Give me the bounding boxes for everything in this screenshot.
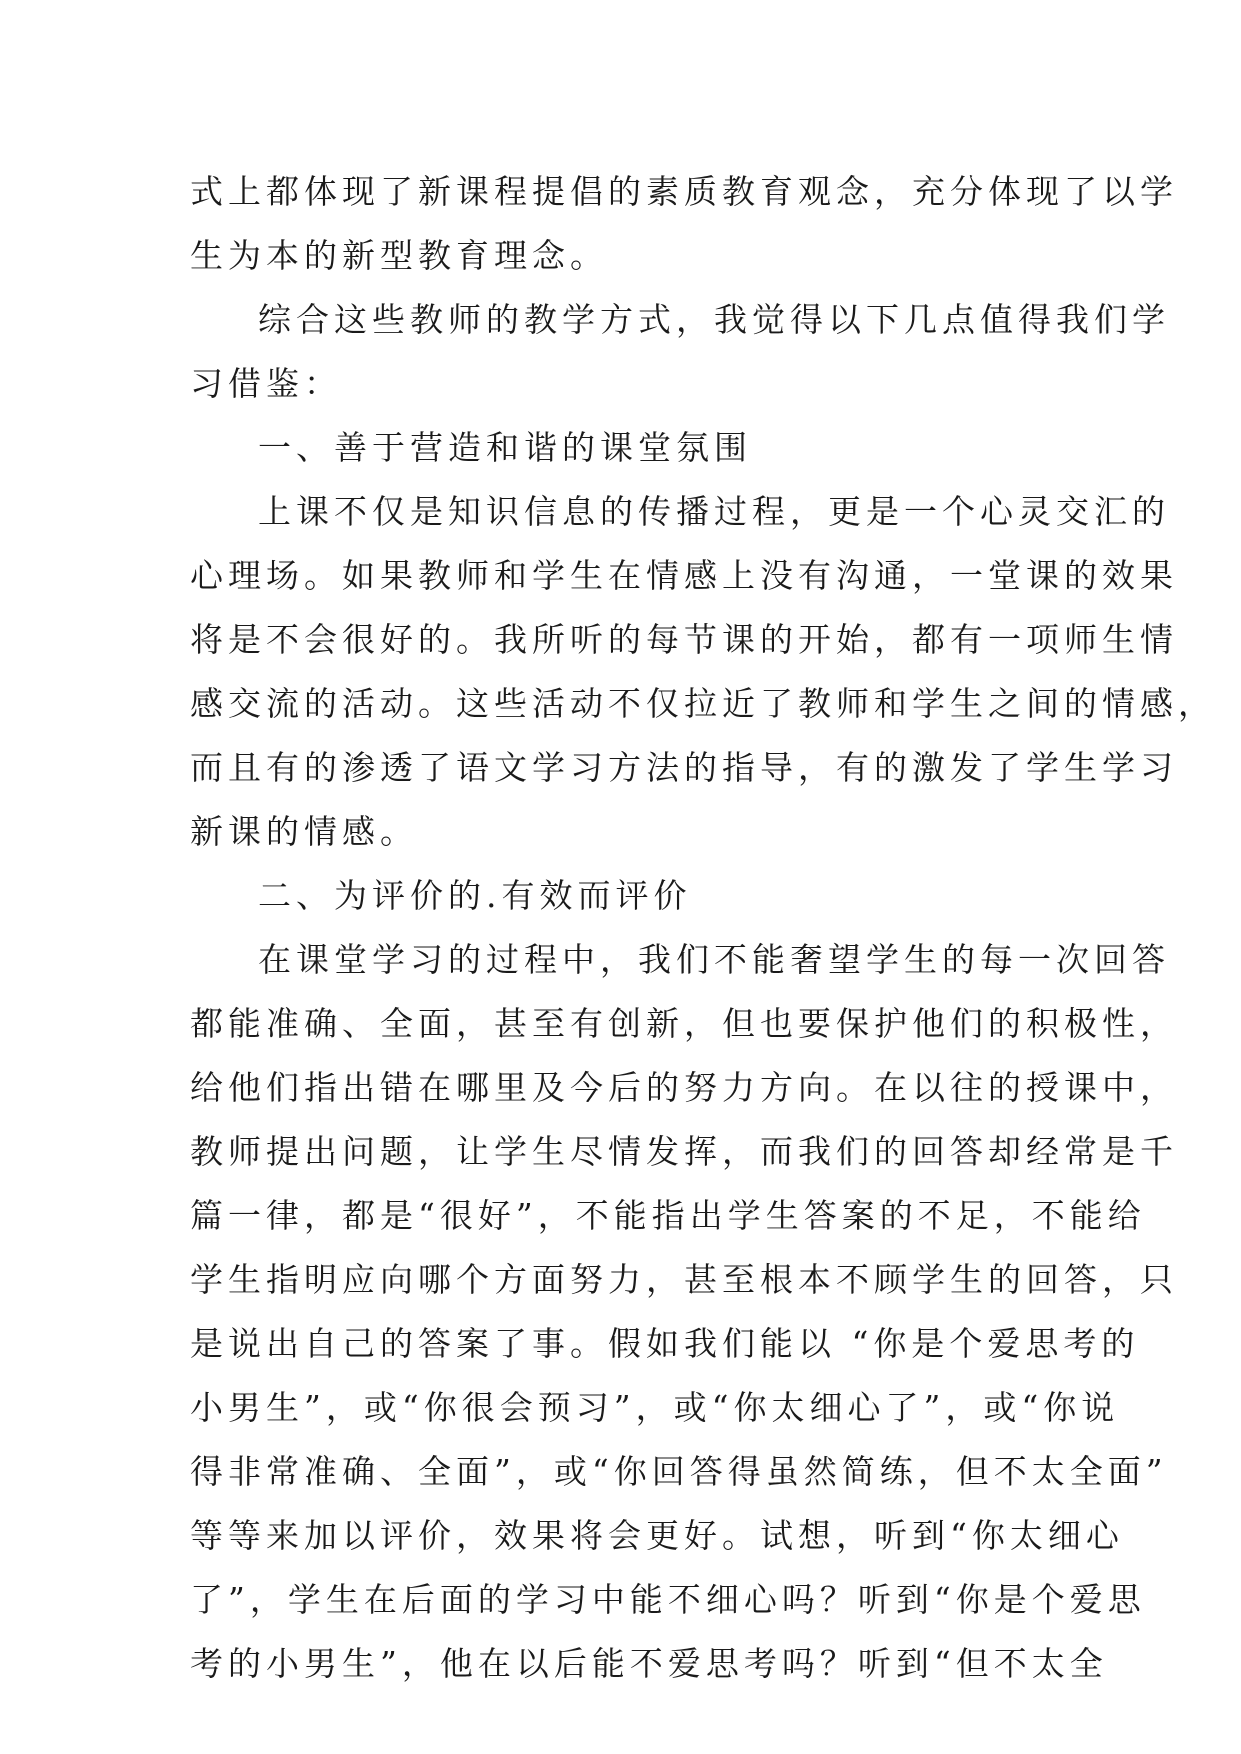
paragraph-start-line: 上课不仅是知识信息的传播过程，更是一个心灵交汇的 bbox=[258, 492, 1170, 531]
text-line: 感交流的活动。这些活动不仅拉近了教师和学生之间的情感， bbox=[190, 684, 1216, 723]
text-line: 等等来加以评价，效果将会更好。试想，听到“你太细心 bbox=[190, 1516, 1124, 1555]
text-line: 学生指明应向哪个方面努力，甚至根本不顾学生的回答，只 bbox=[190, 1260, 1178, 1299]
text-line: 新课的情感。 bbox=[190, 812, 418, 851]
document-body bbox=[190, 160, 1216, 1696]
section-heading-2: 二、为评价的.有效而评价 bbox=[258, 876, 692, 915]
text-line: 篇一律，都是“很好”，不能指出学生答案的不足，不能给 bbox=[190, 1196, 1146, 1235]
text-line: 式上都体现了新课程提倡的素质教育观念，充分体现了以学 bbox=[190, 172, 1178, 211]
paragraph-start-line: 在课堂学习的过程中，我们不能奢望学生的每一次回答 bbox=[258, 940, 1170, 979]
section-heading-1: 一、善于营造和谐的课堂氛围 bbox=[258, 428, 752, 467]
text-line: 都能准确、全面，甚至有创新，但也要保护他们的积极性， bbox=[190, 1004, 1178, 1043]
text-line: 习借鉴： bbox=[190, 364, 342, 403]
text-line: 小男生”，或“你很会预习”，或“你太细心了”，或“你说 bbox=[190, 1388, 1120, 1427]
text-line: 心理场。如果教师和学生在情感上没有沟通，一堂课的效果 bbox=[190, 556, 1178, 595]
paragraph-start-line: 综合这些教师的教学方式，我觉得以下几点值得我们学 bbox=[258, 300, 1170, 339]
text-line: 考的小男生”，他在以后能不爱思考吗？听到“但不太全 bbox=[190, 1644, 1108, 1683]
text-line: 给他们指出错在哪里及今后的努力方向。在以往的授课中， bbox=[190, 1068, 1178, 1107]
text-line: 教师提出问题，让学生尽情发挥，而我们的回答却经常是千 bbox=[190, 1132, 1178, 1171]
text-line: 了”，学生在后面的学习中能不细心吗？听到“你是个爱思 bbox=[190, 1580, 1146, 1619]
text-line: 而且有的渗透了语文学习方法的指导，有的激发了学生学习 bbox=[190, 748, 1178, 787]
text-line: 得非常准确、全面”，或“你回答得虽然简练，但不太全面” bbox=[190, 1452, 1168, 1491]
text-line: 是说出自己的答案了事。假如我们能以 “你是个爱思考的 bbox=[190, 1324, 1140, 1363]
text-line: 生为本的新型教育理念。 bbox=[190, 236, 608, 275]
text-line: 将是不会很好的。我所听的每节课的开始，都有一项师生情 bbox=[190, 620, 1178, 659]
